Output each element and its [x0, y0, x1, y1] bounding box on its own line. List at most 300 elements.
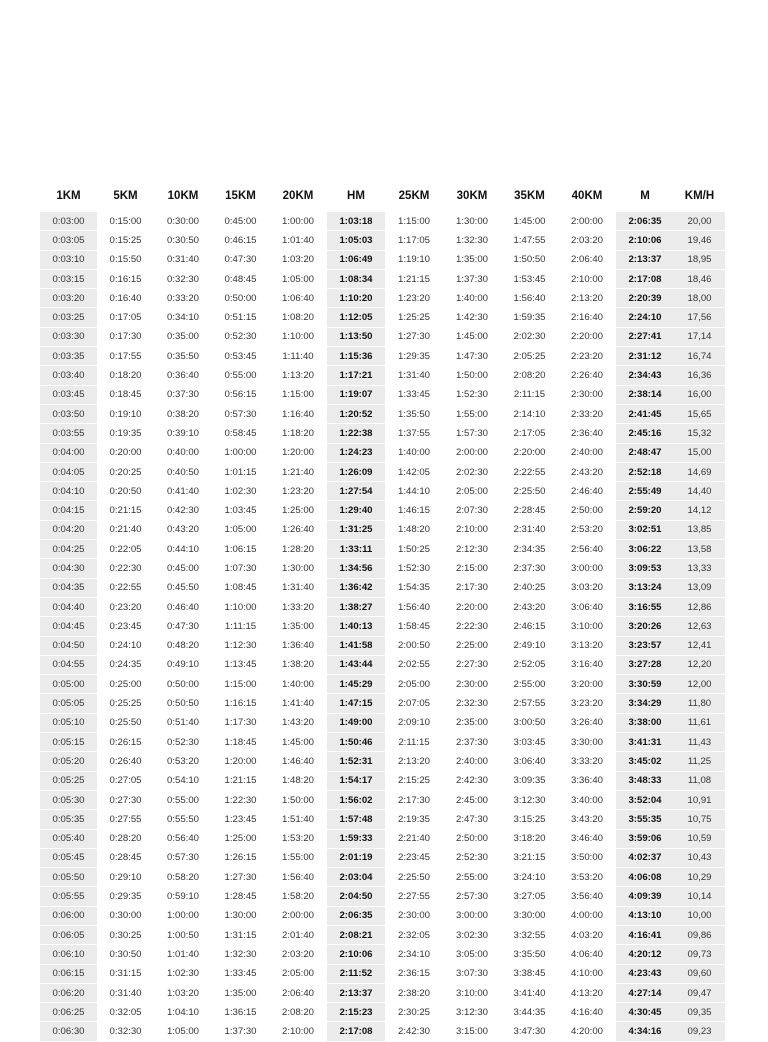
table-cell: 4:03:20: [558, 925, 616, 944]
table-cell: 3:27:05: [501, 887, 558, 906]
column-header-15km: 15KM: [225, 190, 256, 202]
table-cell: 1:37:30: [443, 269, 501, 288]
table-cell: 2:13:37: [616, 250, 674, 269]
table-cell: 4:30:45: [616, 1003, 674, 1022]
column-header-m: M: [640, 190, 650, 202]
table-cell: 1:54:17: [327, 771, 385, 790]
table-cell: 3:09:53: [616, 559, 674, 578]
table-cell: 1:47:15: [327, 694, 385, 713]
table-cell: 2:47:30: [443, 810, 501, 829]
table-cell: 2:32:30: [443, 694, 501, 713]
table-cell: 0:04:45: [40, 617, 97, 636]
table-cell: 0:03:50: [40, 404, 97, 423]
table-row: [40, 578, 725, 597]
table-cell: 2:32:05: [385, 925, 443, 944]
table-cell: 1:32:30: [443, 231, 501, 250]
table-cell: 1:18:20: [269, 424, 327, 443]
table-cell: 4:27:14: [616, 983, 674, 1002]
table-cell: 1:56:40: [269, 868, 327, 887]
table-cell: 2:48:47: [616, 443, 674, 462]
table-cell: 2:02:30: [501, 327, 558, 346]
table-cell: 2:23:20: [558, 347, 616, 366]
table-cell: 0:06:30: [40, 1022, 97, 1041]
table-cell: 0:19:35: [97, 424, 154, 443]
table-cell: 3:53:20: [558, 868, 616, 887]
table-cell: 0:27:05: [97, 771, 154, 790]
column-header-30km: 30KM: [456, 190, 488, 202]
table-cell: 1:58:20: [269, 887, 327, 906]
table-row: [40, 347, 725, 366]
table-cell: 2:52:30: [443, 848, 501, 867]
table-cell: 1:55:00: [269, 848, 327, 867]
table-cell: 15,32: [674, 424, 725, 443]
table-cell: 2:57:55: [501, 694, 558, 713]
table-cell: 1:29:40: [327, 501, 385, 520]
table-row: [40, 501, 725, 520]
table-cell: 1:36:40: [269, 636, 327, 655]
table-cell: 0:30:00: [97, 906, 154, 925]
table-cell: 2:37:30: [501, 559, 558, 578]
table-cell: 2:01:19: [327, 848, 385, 867]
table-cell: 1:00:50: [154, 925, 212, 944]
table-cell: 1:30:00: [443, 212, 501, 231]
column-header-20km: 20KM: [282, 190, 314, 202]
table-cell: 0:05:40: [40, 829, 97, 848]
table-cell: 1:05:00: [154, 1022, 212, 1041]
table-cell: 12,20: [674, 655, 725, 674]
table-cell: 1:53:45: [501, 269, 558, 288]
table-cell: 0:23:45: [97, 617, 154, 636]
table-cell: 10,29: [674, 868, 725, 887]
table-cell: 3:55:35: [616, 810, 674, 829]
table-cell: 0:34:10: [154, 308, 212, 327]
table-cell: 0:04:15: [40, 501, 97, 520]
table-cell: 0:30:25: [97, 925, 154, 944]
table-cell: 1:50:00: [269, 790, 327, 809]
table-row: [40, 1022, 725, 1041]
table-cell: 2:06:35: [616, 212, 674, 231]
table-cell: 0:47:30: [212, 250, 269, 269]
table-cell: 0:05:00: [40, 675, 97, 694]
table-cell: 2:16:40: [558, 308, 616, 327]
table-cell: 2:07:30: [443, 501, 501, 520]
table-cell: 1:00:00: [212, 443, 269, 462]
table-cell: 0:15:50: [97, 250, 154, 269]
table-cell: 0:49:10: [154, 655, 212, 674]
table-cell: 3:06:40: [558, 597, 616, 616]
table-row: [40, 385, 725, 404]
table-cell: 2:57:30: [443, 887, 501, 906]
table-cell: 1:25:00: [269, 501, 327, 520]
table-cell: 3:16:55: [616, 597, 674, 616]
table-cell: 2:06:40: [558, 250, 616, 269]
table-cell: 2:05:25: [501, 347, 558, 366]
table-cell: 1:10:00: [212, 597, 269, 616]
table-cell: 2:37:30: [443, 733, 501, 752]
table-cell: 3:30:00: [501, 906, 558, 925]
column-header-5km: 5KM: [113, 190, 138, 202]
table-cell: 1:33:11: [327, 540, 385, 559]
table-cell: 2:11:52: [327, 964, 385, 983]
table-cell: 0:52:30: [154, 733, 212, 752]
table-cell: 2:13:20: [558, 289, 616, 308]
table-cell: 1:43:44: [327, 655, 385, 674]
table-cell: 0:35:00: [154, 327, 212, 346]
table-cell: 1:05:03: [327, 231, 385, 250]
table-cell: 3:36:40: [558, 771, 616, 790]
table-row: [40, 810, 725, 829]
table-cell: 1:30:00: [269, 559, 327, 578]
table-cell: 2:42:30: [385, 1022, 443, 1041]
table-cell: 2:19:35: [385, 810, 443, 829]
table-cell: 1:31:25: [327, 520, 385, 539]
table-cell: 2:15:00: [443, 559, 501, 578]
table-cell: 0:03:30: [40, 327, 97, 346]
table-cell: 1:40:00: [443, 289, 501, 308]
pace-table: [40, 185, 725, 1042]
table-cell: 1:26:15: [212, 848, 269, 867]
table-cell: 1:40:13: [327, 617, 385, 636]
table-cell: 0:55:00: [154, 790, 212, 809]
table-cell: 2:07:05: [385, 694, 443, 713]
table-cell: 0:21:15: [97, 501, 154, 520]
table-cell: 11,61: [674, 713, 725, 732]
table-cell: 1:27:30: [385, 327, 443, 346]
table-cell: 0:04:30: [40, 559, 97, 578]
table-cell: 0:03:00: [40, 212, 97, 231]
table-cell: 1:29:35: [385, 347, 443, 366]
table-cell: 2:43:20: [501, 597, 558, 616]
table-cell: 2:36:40: [558, 424, 616, 443]
table-cell: 13,09: [674, 578, 725, 597]
table-cell: 0:17:30: [97, 327, 154, 346]
table-cell: 15,65: [674, 404, 725, 423]
column-header-25km: 25KM: [398, 190, 430, 202]
table-cell: 1:49:00: [327, 713, 385, 732]
table-cell: 1:17:21: [327, 366, 385, 385]
table-row: [40, 597, 725, 616]
table-cell: 0:16:40: [97, 289, 154, 308]
table-cell: 2:17:08: [616, 269, 674, 288]
table-cell: 3:21:15: [501, 848, 558, 867]
table-cell: 0:40:00: [154, 443, 212, 462]
table-cell: 1:08:20: [269, 308, 327, 327]
table-cell: 20,00: [674, 212, 725, 231]
table-cell: 2:30:00: [443, 675, 501, 694]
table-cell: 1:03:45: [212, 501, 269, 520]
table-cell: 1:11:40: [269, 347, 327, 366]
table-cell: 2:15:25: [385, 771, 443, 790]
table-row: [40, 462, 725, 481]
table-cell: 0:24:35: [97, 655, 154, 674]
table-cell: 0:32:05: [97, 1003, 154, 1022]
column-header-hm: HM: [347, 190, 365, 202]
table-cell: 4:06:40: [558, 945, 616, 964]
table-cell: 0:03:55: [40, 424, 97, 443]
table-cell: 0:04:00: [40, 443, 97, 462]
table-cell: 0:38:20: [154, 404, 212, 423]
table-cell: 1:06:40: [269, 289, 327, 308]
table-cell: 10,59: [674, 829, 725, 848]
table-cell: 3:26:40: [558, 713, 616, 732]
table-cell: 3:10:00: [443, 983, 501, 1002]
table-cell: 1:20:00: [269, 443, 327, 462]
table-cell: 1:56:40: [385, 597, 443, 616]
table-cell: 2:06:35: [327, 906, 385, 925]
table-cell: 4:20:00: [558, 1022, 616, 1041]
table-cell: 1:02:30: [212, 482, 269, 501]
table-cell: 0:33:20: [154, 289, 212, 308]
table-cell: 11,80: [674, 694, 725, 713]
table-cell: 17,56: [674, 308, 725, 327]
table-cell: 0:58:20: [154, 868, 212, 887]
table-cell: 0:03:20: [40, 289, 97, 308]
table-cell: 0:39:10: [154, 424, 212, 443]
table-cell: 0:48:20: [154, 636, 212, 655]
table-cell: 0:59:10: [154, 887, 212, 906]
table-row: [40, 752, 725, 771]
table-cell: 0:28:45: [97, 848, 154, 867]
table-cell: 1:23:45: [212, 810, 269, 829]
table-cell: 4:13:20: [558, 983, 616, 1002]
table-cell: 0:06:15: [40, 964, 97, 983]
table-cell: 0:37:30: [154, 385, 212, 404]
table-cell: 2:12:30: [443, 540, 501, 559]
table-cell: 2:10:00: [558, 269, 616, 288]
table-cell: 19,46: [674, 231, 725, 250]
table-cell: 1:13:45: [212, 655, 269, 674]
table-cell: 0:03:25: [40, 308, 97, 327]
table-cell: 0:25:25: [97, 694, 154, 713]
table-cell: 3:41:40: [501, 983, 558, 1002]
table-cell: 3:10:00: [558, 617, 616, 636]
table-cell: 0:16:15: [97, 269, 154, 288]
table-cell: 2:45:00: [443, 790, 501, 809]
table-cell: 3:06:40: [501, 752, 558, 771]
table-cell: 0:56:15: [212, 385, 269, 404]
table-cell: 2:03:04: [327, 868, 385, 887]
table-cell: 0:46:15: [212, 231, 269, 250]
table-cell: 11,25: [674, 752, 725, 771]
column-header-35km: 35KM: [514, 190, 545, 202]
table-cell: 12,41: [674, 636, 725, 655]
table-cell: 1:20:00: [212, 752, 269, 771]
table-cell: 10,75: [674, 810, 725, 829]
table-cell: 2:46:40: [558, 482, 616, 501]
table-cell: 2:10:06: [327, 945, 385, 964]
table-cell: 2:23:45: [385, 848, 443, 867]
table-cell: 3:13:20: [558, 636, 616, 655]
table-cell: 18,00: [674, 289, 725, 308]
table-cell: 0:04:35: [40, 578, 97, 597]
table-cell: 0:30:50: [97, 945, 154, 964]
table-cell: 1:33:20: [269, 597, 327, 616]
table-cell: 09,86: [674, 925, 725, 944]
table-cell: 1:20:52: [327, 404, 385, 423]
table-cell: 2:40:00: [558, 443, 616, 462]
table-cell: 1:06:15: [212, 540, 269, 559]
table-cell: 0:50:00: [212, 289, 269, 308]
table-cell: 2:56:40: [558, 540, 616, 559]
table-cell: 1:25:25: [385, 308, 443, 327]
table-row: [40, 694, 725, 713]
table-cell: 1:19:10: [385, 250, 443, 269]
table-row: [40, 733, 725, 752]
table-cell: 2:36:15: [385, 964, 443, 983]
table-cell: 0:06:05: [40, 925, 97, 944]
table-cell: 2:52:05: [501, 655, 558, 674]
table-cell: 0:04:25: [40, 540, 97, 559]
table-cell: 0:18:20: [97, 366, 154, 385]
table-cell: 0:06:00: [40, 906, 97, 925]
table-cell: 4:09:39: [616, 887, 674, 906]
table-cell: 0:31:40: [97, 983, 154, 1002]
table-cell: 09,47: [674, 983, 725, 1002]
table-cell: 1:27:54: [327, 482, 385, 501]
table-cell: 0:05:15: [40, 733, 97, 752]
table-cell: 0:05:25: [40, 771, 97, 790]
table-cell: 0:35:50: [154, 347, 212, 366]
table-cell: 2:05:00: [385, 675, 443, 694]
table-cell: 12,00: [674, 675, 725, 694]
table-cell: 1:38:27: [327, 597, 385, 616]
table-cell: 0:15:00: [97, 212, 154, 231]
table-cell: 3:12:30: [443, 1003, 501, 1022]
table-cell: 1:36:42: [327, 578, 385, 597]
table-cell: 3:02:30: [443, 925, 501, 944]
table-cell: 17,14: [674, 327, 725, 346]
table-cell: 1:57:30: [443, 424, 501, 443]
table-cell: 1:21:15: [385, 269, 443, 288]
table-row: [40, 424, 725, 443]
table-cell: 2:20:00: [443, 597, 501, 616]
table-cell: 3:23:57: [616, 636, 674, 655]
table-cell: 2:10:00: [269, 1022, 327, 1041]
column-header-40km: 40KM: [571, 190, 603, 202]
table-cell: 1:12:30: [212, 636, 269, 655]
table-cell: 0:17:05: [97, 308, 154, 327]
table-cell: 0:25:00: [97, 675, 154, 694]
table-cell: 1:45:00: [269, 733, 327, 752]
table-cell: 3:38:45: [501, 964, 558, 983]
table-row: [40, 250, 725, 269]
table-cell: 1:50:50: [501, 250, 558, 269]
table-cell: 0:05:20: [40, 752, 97, 771]
table-row: [40, 964, 725, 983]
table-cell: 0:58:45: [212, 424, 269, 443]
table-cell: 1:44:10: [385, 482, 443, 501]
table-cell: 0:20:50: [97, 482, 154, 501]
table-cell: 0:03:15: [40, 269, 97, 288]
table-cell: 2:55:00: [501, 675, 558, 694]
table-cell: 09,35: [674, 1003, 725, 1022]
table-cell: 1:25:00: [212, 829, 269, 848]
table-cell: 1:11:15: [212, 617, 269, 636]
table-cell: 0:22:55: [97, 578, 154, 597]
table-cell: 1:47:55: [501, 231, 558, 250]
table-cell: 2:28:45: [501, 501, 558, 520]
table-cell: 0:32:30: [154, 269, 212, 288]
table-cell: 1:08:34: [327, 269, 385, 288]
table-cell: 2:59:20: [616, 501, 674, 520]
table-cell: 15,00: [674, 443, 725, 462]
table-cell: 0:19:10: [97, 404, 154, 423]
table-cell: 3:24:10: [501, 868, 558, 887]
table-cell: 2:27:30: [443, 655, 501, 674]
table-cell: 0:51:15: [212, 308, 269, 327]
table-cell: 4:34:16: [616, 1022, 674, 1041]
table-cell: 3:23:20: [558, 694, 616, 713]
table-row: [40, 636, 725, 655]
table-cell: 1:45:29: [327, 675, 385, 694]
table-cell: 2:06:40: [269, 983, 327, 1002]
table-cell: 1:02:30: [154, 964, 212, 983]
table-cell: 1:00:00: [154, 906, 212, 925]
table-cell: 3:44:35: [501, 1003, 558, 1022]
table-cell: 1:37:55: [385, 424, 443, 443]
table-cell: 0:57:30: [212, 404, 269, 423]
table-cell: 2:11:15: [385, 733, 443, 752]
table-cell: 1:50:00: [443, 366, 501, 385]
table-cell: 0:21:40: [97, 520, 154, 539]
table-cell: 3:30:59: [616, 675, 674, 694]
table-cell: 16,36: [674, 366, 725, 385]
table-cell: 2:03:20: [269, 945, 327, 964]
table-cell: 3:34:29: [616, 694, 674, 713]
table-cell: 2:40:25: [501, 578, 558, 597]
table-cell: 0:27:30: [97, 790, 154, 809]
table-cell: 0:30:00: [154, 212, 212, 231]
table-cell: 1:24:23: [327, 443, 385, 462]
table-cell: 0:03:10: [40, 250, 97, 269]
table-cell: 0:25:50: [97, 713, 154, 732]
table-cell: 4:13:10: [616, 906, 674, 925]
table-cell: 10,43: [674, 848, 725, 867]
table-cell: 0:29:10: [97, 868, 154, 887]
table-cell: 2:25:50: [501, 482, 558, 501]
table-cell: 1:37:30: [212, 1022, 269, 1041]
table-cell: 1:56:40: [501, 289, 558, 308]
table-cell: 2:05:00: [269, 964, 327, 983]
table-cell: 3:06:22: [616, 540, 674, 559]
table-cell: 0:04:50: [40, 636, 97, 655]
table-cell: 2:08:21: [327, 925, 385, 944]
table-cell: 1:27:30: [212, 868, 269, 887]
table-cell: 0:52:30: [212, 327, 269, 346]
table-cell: 2:22:55: [501, 462, 558, 481]
table-cell: 0:46:40: [154, 597, 212, 616]
table-cell: 2:34:43: [616, 366, 674, 385]
table-cell: 2:31:40: [501, 520, 558, 539]
table-cell: 1:40:00: [385, 443, 443, 462]
table-cell: 0:40:50: [154, 462, 212, 481]
table-cell: 3:07:30: [443, 964, 501, 983]
table-cell: 1:55:00: [443, 404, 501, 423]
table-cell: 18,46: [674, 269, 725, 288]
table-cell: 12,63: [674, 617, 725, 636]
table-cell: 09,23: [674, 1022, 725, 1041]
table-row: [40, 790, 725, 809]
table-cell: 0:24:10: [97, 636, 154, 655]
table-cell: 1:23:20: [385, 289, 443, 308]
table-cell: 1:42:30: [443, 308, 501, 327]
table-cell: 1:35:00: [212, 983, 269, 1002]
table-cell: 3:03:45: [501, 733, 558, 752]
table-cell: 0:26:15: [97, 733, 154, 752]
table-cell: 16,74: [674, 347, 725, 366]
table-cell: 3:52:04: [616, 790, 674, 809]
table-cell: 2:17:30: [385, 790, 443, 809]
